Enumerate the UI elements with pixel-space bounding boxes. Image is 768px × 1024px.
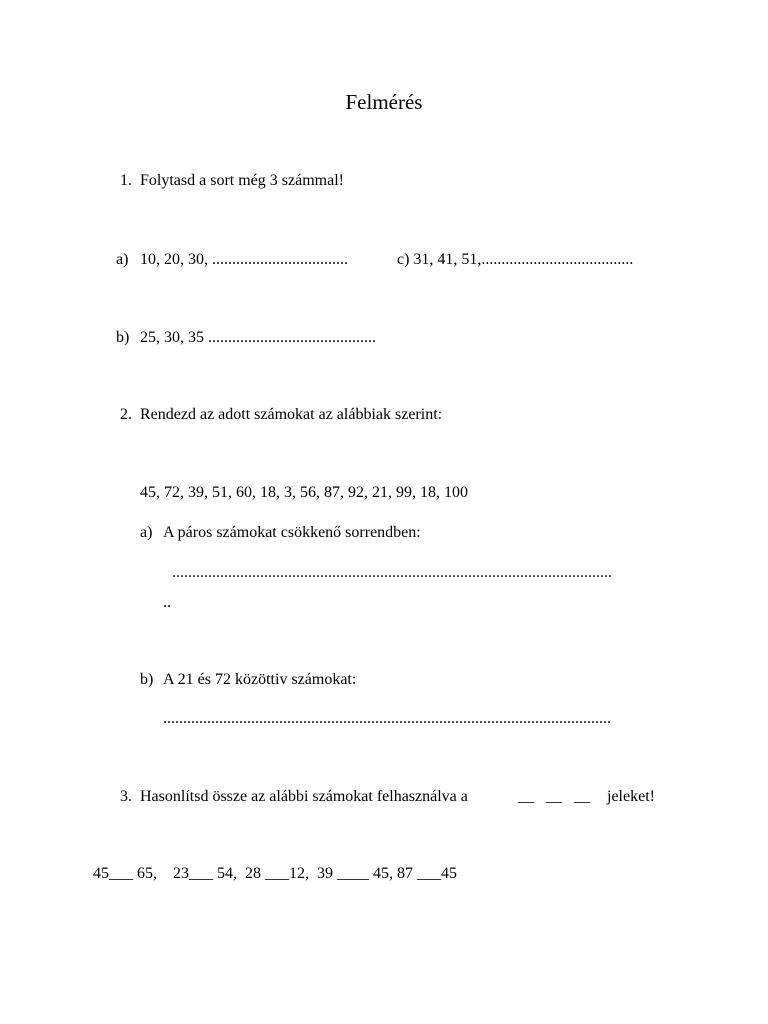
q3-sign-blanks: __ __ __	[518, 788, 590, 805]
q2-b-label: b)	[140, 671, 154, 688]
question-1-number: 1.	[120, 172, 132, 189]
q2-b-text: A 21 és 72 közöttiv számokat:	[163, 671, 357, 688]
page-title: Felmérés	[345, 90, 423, 114]
q2-a-answer-line-cont: ..	[163, 594, 171, 611]
q1-a-label: a)	[116, 251, 129, 268]
q2-b-answer-line: ................................................................................................................	[163, 710, 611, 727]
q2-a-text: A páros számokat csökkenő sorrendben:	[163, 524, 421, 541]
question-3-number: 3.	[120, 788, 132, 805]
q3-comparison-line: 45___ 65, 23___ 54, 28 ___12, 39 ____ 45, 87 ___45	[93, 865, 457, 882]
q1-a-sequence: 10, 20, 30, ..................................	[140, 251, 348, 268]
q1-b-sequence: 25, 30, 35 ..........................................	[140, 329, 376, 346]
question-3-text: Hasonlítsd össze az alábbi számokat felhasználva a	[140, 788, 468, 805]
q2-a-answer-line: ..............................................................................................................	[172, 564, 612, 581]
q2-a-label: a)	[140, 524, 153, 541]
question-1-text: Folytasd a sort még 3 számmal!	[140, 172, 344, 189]
question-2-text: Rendezd az adott számokat az alábbiak szerint:	[140, 406, 443, 423]
question-2-number: 2.	[120, 406, 132, 423]
q2-number-list: 45, 72, 39, 51, 60, 18, 3, 56, 87, 92, 21, 99, 18, 100	[140, 484, 468, 501]
q1-b-label: b)	[116, 329, 130, 346]
q3-suffix: jeleket!	[607, 788, 655, 805]
q1-c-sequence: c) 31, 41, 51,......................................	[397, 251, 634, 268]
